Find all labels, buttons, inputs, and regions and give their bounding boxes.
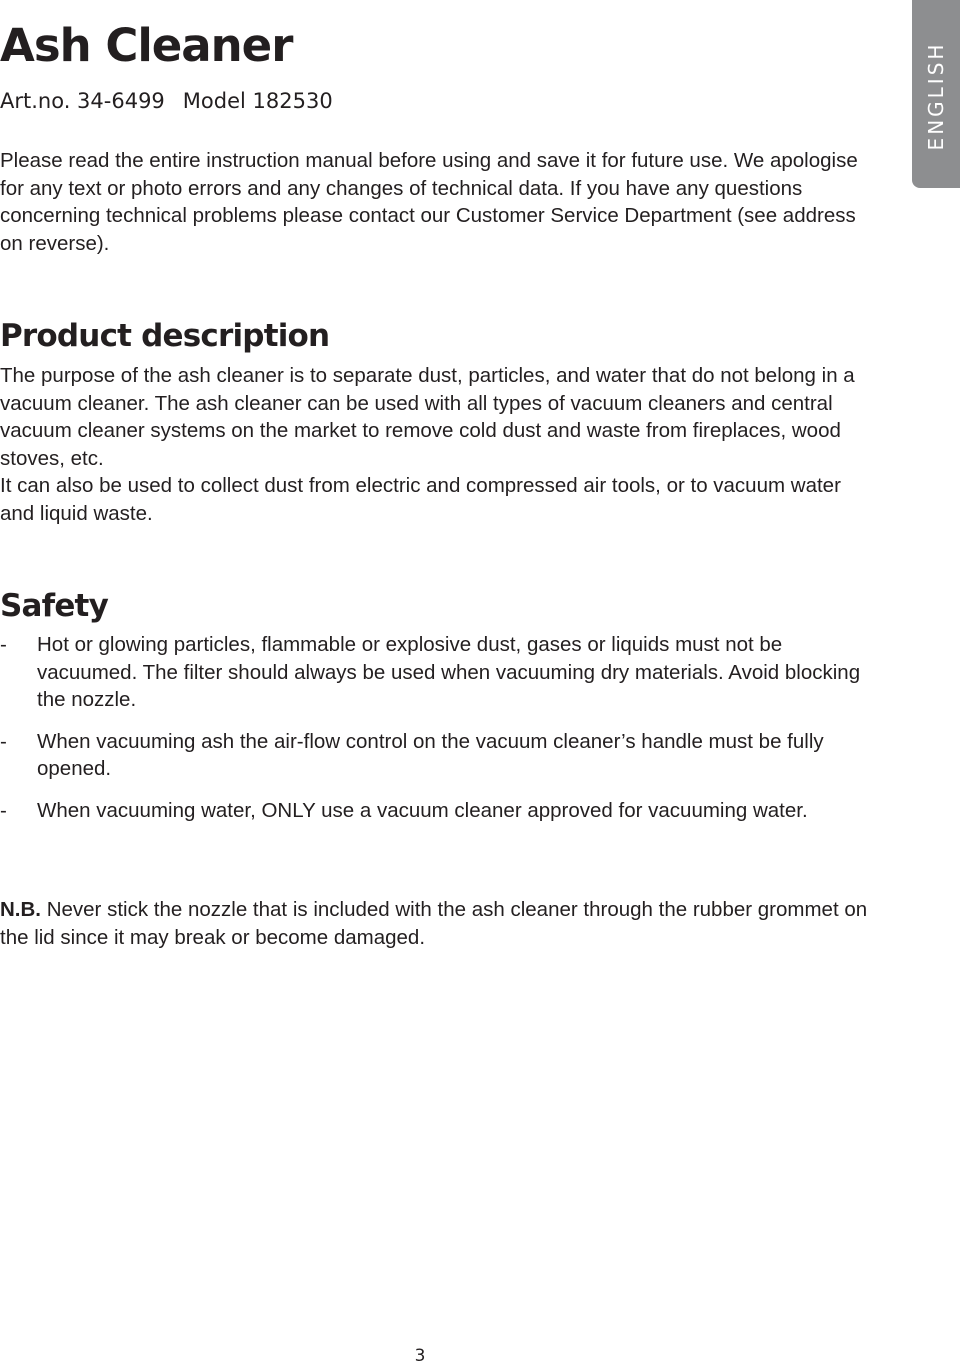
- note-paragraph: [0, 896, 880, 951]
- page-number: 3: [414, 1346, 426, 1366]
- safety-item: [0, 631, 880, 714]
- list-bullet: -: [0, 729, 7, 753]
- product-description-heading: Product description: [0, 318, 330, 354]
- model-number: Model 182530: [182, 89, 333, 113]
- article-model-line: [0, 86, 333, 116]
- intro-paragraph: Please read the entire instruction manual before using and save it for future use. We apologise for any text or photo errors and any changes of technical data. If you have any questions concerning technical problems please contact our Customer Service Department (see address on reverse).: [0, 149, 858, 255]
- safety-heading: Safety: [0, 588, 108, 624]
- safety-item-text: When vacuuming water, ONLY use a vacuum cleaner approved for vacuuming water.: [37, 798, 808, 822]
- list-bullet: -: [0, 633, 7, 656]
- note-label: N.B.: [0, 898, 41, 921]
- product-description-paragraph: It can also be used to collect dust from electric and compressed air tools, or to vacuum water and liquid waste.: [0, 474, 841, 525]
- language-tab: [912, 0, 960, 188]
- safety-item-text: Hot or glowing particles, flammable or explosive dust, gases or liquids must not be vacuumed. The filter should always be used when vacuuming dry materials. Avoid blocking the nozzle.: [37, 633, 861, 712]
- note-text: Never stick the nozzle that is included with the ash cleaner through the rubber grommet on the lid since it may break or become damaged.: [0, 898, 868, 949]
- page-title: Ash Cleaner: [0, 19, 293, 72]
- safety-item: [0, 728, 880, 783]
- product-description-paragraph: The purpose of the ash cleaner is to separate dust, particles, and water that do not belong in a vacuum cleaner. The ash cleaner can be used with all types of vacuum cleaners and central vacuum cleaner systems on the market to remove cold dust and waste from fireplaces, wood stoves, etc.: [0, 364, 855, 470]
- list-bullet: -: [0, 798, 7, 822]
- safety-list: [0, 631, 880, 839]
- safety-item: [0, 797, 880, 825]
- product-description-body: [0, 362, 880, 528]
- article-number: Art.no. 34-6499: [0, 89, 165, 113]
- language-tab-label: ENGLISH: [924, 41, 948, 151]
- safety-item-text: When vacuuming ash the air-flow control on the vacuum cleaner’s handle must be fully opened.: [37, 729, 824, 781]
